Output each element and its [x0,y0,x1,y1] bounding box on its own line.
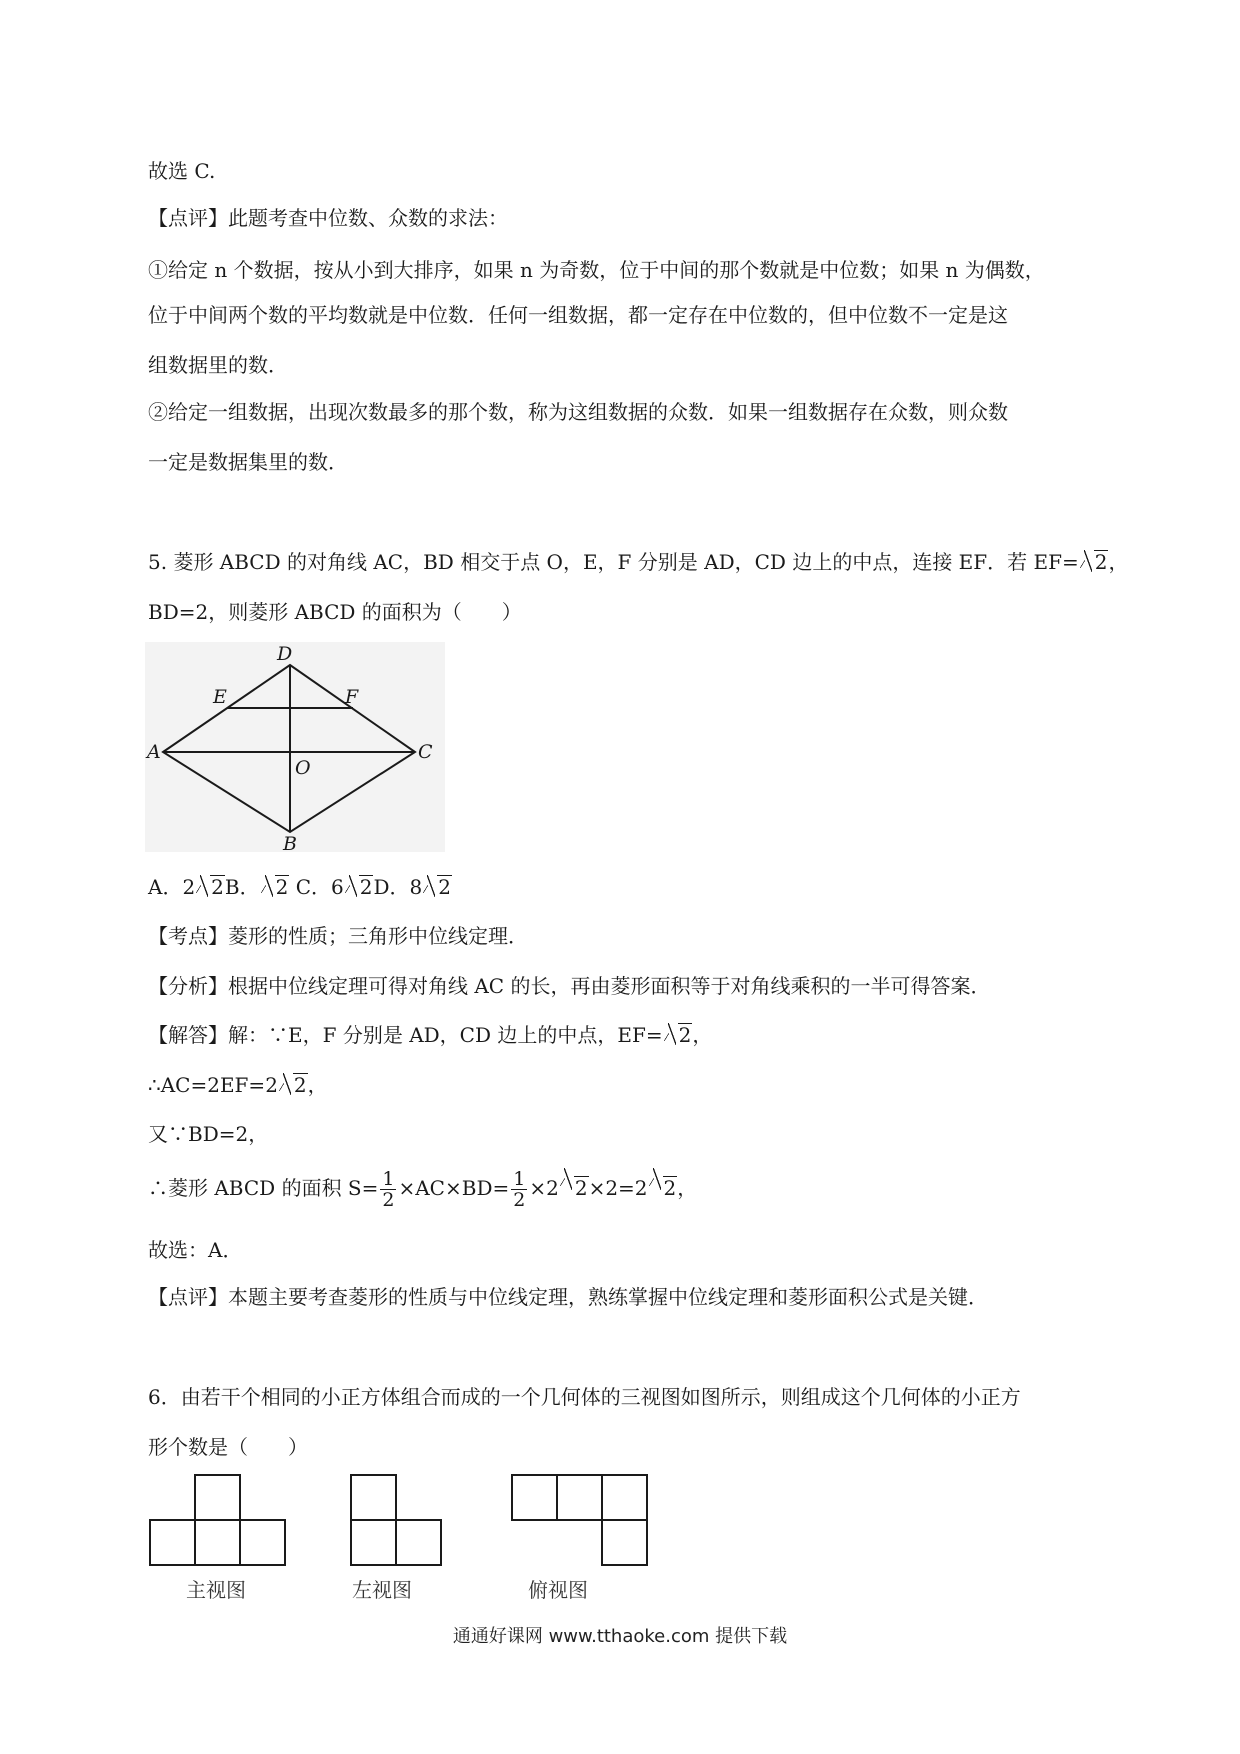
label-a: A [147,741,161,763]
prev-comment: 【点评】此题考查中位数、众数的求法： [148,206,508,230]
page-footer: 通通好课网 www.tthaoke.com 提供下载 [452,1626,788,1647]
sqrt-symbol: 2 [423,873,452,901]
sqrt-symbol: 2 [196,873,225,901]
label-c: C [418,741,433,763]
q5-kaodian: 【考点】菱形的性质；三角形中位线定理． [148,924,528,948]
sqrt-symbol: 2 [664,1021,693,1049]
prev-item1-line2: 位于中间两个数的平均数就是中位数．任何一组数据，都一定存在中位数的，但中位数不一定是这 [148,303,1008,327]
q5-stem-text: 5. 菱形 ABCD 的对角线 AC，BD 相交于点 O，E，F 分别是 AD，CD 边上的中点，连接 EF．若 EF= [148,550,1079,574]
left-view-figure [349,1473,445,1569]
label-f: F [345,686,359,708]
q5-step3: ∴菱形 ABCD 的面积 S= $\frac{1}{2}$ ×AC×BD= $\frac{1}{2}$ ×2 2×2=2 2， [148,1168,698,1211]
sqrt-symbol: 2 [649,1166,678,1210]
q5-options [148,873,452,901]
q5-step1: ∴AC=2EF=2 2， [148,1073,328,1097]
label-d: D [277,643,293,665]
label-o: O [295,757,311,779]
prev-item1-line1: ①给定 n 个数据，按从小到大排序，如果 n 为奇数，位于中间的那个数就是中位数；如果 n 为偶数， [148,258,1045,282]
q5-fenxi: 【分析】根据中位线定理可得对角线 AC 的长，再由菱形面积等于对角线乘积的一半可得答案． [148,974,991,998]
sqrt-symbol: 2 [261,873,290,901]
sqrt-symbol: 2 [560,1166,589,1210]
q5-jieda: 【解答】解：∵E，F 分别是 AD，CD 边上的中点，EF= 2， [148,1023,713,1047]
q5-comment: 【点评】本题主要考查菱形的性质与中位线定理，熟练掌握中位线定理和菱形面积公式是关键． [148,1285,988,1309]
sqrt-symbol: 2 [279,1071,308,1099]
fraction-one-half: $\frac{1}{2}$ [513,1168,526,1211]
q6-stem-line2: 形个数是（ ） [148,1435,308,1459]
top-view-label: 俯视图 [528,1578,588,1602]
top-view-figure [510,1473,650,1569]
option-b: B． [224,875,260,899]
front-view-figure [148,1473,288,1569]
q5-step2: 又∵BD=2， [148,1122,269,1146]
front-view-label: 主视图 [186,1578,246,1602]
sqrt-symbol: 2 [1080,548,1109,576]
fraction-one-half: $\frac{1}{2}$ [382,1168,395,1211]
option-a: A．2 [148,875,196,899]
prev-item2-line2: 一定是数据集里的数． [148,450,348,474]
prev-item1-line3: 组数据里的数． [148,353,288,377]
prev-choice: 故选 C. [148,159,216,183]
rhombus-figure [145,642,445,852]
prev-item2-line1: ②给定一组数据，出现次数最多的那个数，称为这组数据的众数．如果一组数据存在众数，则众数 [148,400,1008,424]
option-d: D．8 [373,875,423,899]
q5-choice: 故选：A． [148,1238,243,1262]
sqrt-symbol: 2 [345,873,374,901]
q5-stem-line1: 5. 菱形 ABCD 的对角线 AC，BD 相交于点 O，E，F 分别是 AD，CD 边上的中点，连接 EF．若 EF= 2， [148,550,1129,574]
label-e: E [213,686,227,708]
option-c: C．6 [289,875,344,899]
left-view-label: 左视图 [352,1578,412,1602]
label-b: B [283,833,297,852]
q5-stem-line2: BD=2，则菱形 ABCD 的面积为（ ） [148,600,522,624]
q6-stem-line1: 6．由若干个相同的小正方体组合而成的一个几何体的三视图如图所示，则组成这个几何体的小正方 [148,1385,1021,1409]
